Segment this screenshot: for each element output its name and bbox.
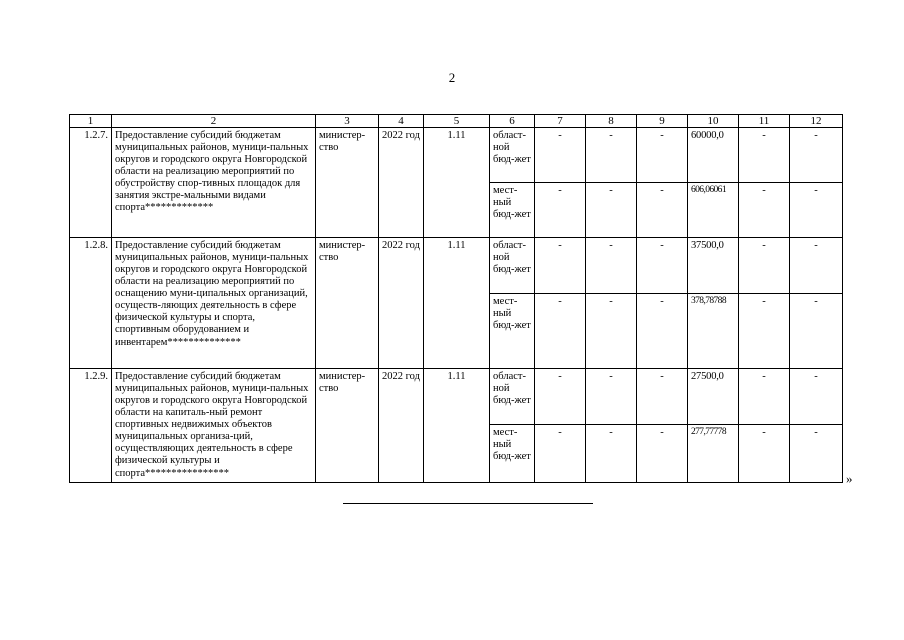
cell-c8: - [586, 294, 637, 369]
cell-c12: - [790, 183, 843, 238]
header-col-12: 12 [790, 115, 843, 128]
header-col-10: 10 [688, 115, 739, 128]
funding-source: мест-ный бюд-жет [490, 424, 535, 482]
header-col-5: 5 [424, 115, 490, 128]
cell-c9: - [637, 294, 688, 369]
header-col-2: 2 [112, 115, 316, 128]
row-target: 1.11 [424, 238, 490, 369]
cell-c11: - [739, 238, 790, 294]
cell-c12: - [790, 424, 843, 482]
cell-c10: 60000,0 [688, 128, 739, 183]
funding-source: област-ной бюд-жет [490, 128, 535, 183]
header-col-4: 4 [379, 115, 424, 128]
cell-c9: - [637, 128, 688, 183]
funding-source: мест-ный бюд-жет [490, 294, 535, 369]
cell-c11: - [739, 183, 790, 238]
cell-c11: - [739, 369, 790, 425]
row-year: 2022 год [379, 238, 424, 369]
cell-c10: 37500,0 [688, 238, 739, 294]
header-col-9: 9 [637, 115, 688, 128]
header-col-6: 6 [490, 115, 535, 128]
table-row [70, 369, 843, 425]
row-executor: министер-ство [316, 369, 379, 483]
cell-c10: 277,77778 [688, 424, 739, 482]
cell-c7: - [535, 424, 586, 482]
row-target: 1.11 [424, 369, 490, 483]
cell-c10: 378,78788 [688, 294, 739, 369]
funding-source: мест-ный бюд-жет [490, 183, 535, 238]
row-executor: министер-ство [316, 238, 379, 369]
row-description: Предоставление субсидий бюджетам муниципальных районов, муници-пальных округов и городского округа Новгородской области на реализацию мероприятий по оснащению муни-ципальных организаций, осуществ-ляющих деятельность в сфере физической культуры и спорта, спортивным оборудованием и инвентарем************** [112, 238, 316, 369]
cell-c12: - [790, 294, 843, 369]
table-row [70, 128, 843, 183]
header-col-1: 1 [70, 115, 112, 128]
header-col-8: 8 [586, 115, 637, 128]
cell-c8: - [586, 183, 637, 238]
cell-c10: 27500,0 [688, 369, 739, 425]
footnote-divider [343, 503, 593, 504]
header-row [70, 115, 843, 128]
cell-c7: - [535, 294, 586, 369]
row-year: 2022 год [379, 369, 424, 483]
cell-c11: - [739, 424, 790, 482]
program-table [69, 114, 843, 483]
row-id: 1.2.7. [70, 128, 112, 238]
cell-c11: - [739, 294, 790, 369]
cell-c7: - [535, 369, 586, 425]
funding-source: област-ной бюд-жет [490, 238, 535, 294]
page-number: 2 [448, 70, 456, 85]
cell-c8: - [586, 424, 637, 482]
row-year: 2022 год [379, 128, 424, 238]
cell-c8: - [586, 369, 637, 425]
cell-c9: - [637, 424, 688, 482]
cell-c8: - [586, 238, 637, 294]
cell-c10: 606,06061 [688, 183, 739, 238]
row-target: 1.11 [424, 128, 490, 238]
cell-c8: - [586, 128, 637, 183]
row-id: 1.2.9. [70, 369, 112, 483]
cell-c7: - [535, 128, 586, 183]
header-col-3: 3 [316, 115, 379, 128]
header-col-7: 7 [535, 115, 586, 128]
cell-c7: - [535, 238, 586, 294]
cell-c9: - [637, 183, 688, 238]
header-col-11: 11 [739, 115, 790, 128]
funding-source: област-ной бюд-жет [490, 369, 535, 425]
cell-c9: - [637, 238, 688, 294]
row-id: 1.2.8. [70, 238, 112, 369]
cell-c12: - [790, 238, 843, 294]
row-executor: министер-ство [316, 128, 379, 238]
cell-c11: - [739, 128, 790, 183]
table-row [70, 238, 843, 294]
cell-c9: - [637, 369, 688, 425]
cell-c12: - [790, 128, 843, 183]
cell-c7: - [535, 183, 586, 238]
row-description: Предоставление субсидий бюджетам муниципальных районов, муници-пальных округов и городского округа Новгородской области на капиталь-ный ремонт спортивных недвижимых объектов муниципальных организа-ций, осуществляющих деятельность в сфере физической культуры и спорта**************** [112, 369, 316, 483]
cell-c12: - [790, 369, 843, 425]
row-description: Предоставление субсидий бюджетам муниципальных районов, муници-пальных округов и городского округа Новгородской области на реализацию мероприятий по обустройству спор-тивных площадок для занятия экстре-мальными видами спорта************* [112, 128, 316, 238]
closing-quote: » [846, 471, 853, 486]
